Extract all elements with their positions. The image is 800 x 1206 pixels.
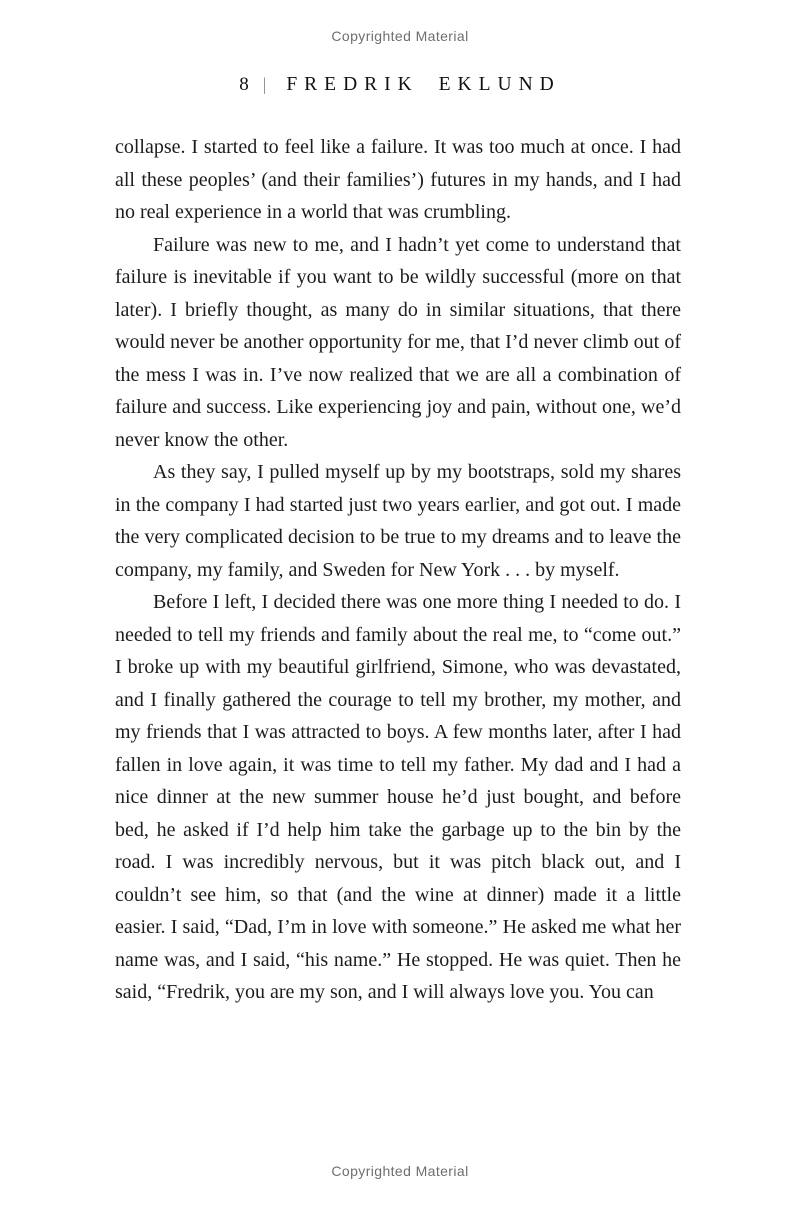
body-text [115,131,681,1009]
paragraph-3: As they say, I pulled myself up by my bootstraps, sold my shares in the company I had started just two years earlier, and got out. I made the very complicated decision to be true to my dreams and to leave the company, my family, and Sweden for New York . . . by myself. [115,461,681,581]
paragraph-4: Before I left, I decided there was one more thing I needed to do. I needed to tell my friends and family about the real me, to “come out.” I broke up with my beautiful girlfriend, Simone, who was devastated, and I finally gathered the courage to tell my brother, my mother, and my friends that I was attracted to boys. A few months later, after I had fallen in love again, it was time to tell my father. My dad and I had a nice dinner at the new summer house he’d just bought, and before bed, he asked if I’d help him take the garbage up to the bin by the road. I was incredibly nervous, but it was pitch black out, and I couldn’t see him, so that (and the wine at dinner) made it a little easier. I said, “Dad, I’m in love with someone.” He asked me what her name was, and I said, “his name.” He stopped. He was quiet. Then he said, “Fredrik, you are my son, and I will always love you. You can [115,591,681,1003]
paragraph-2: Failure was new to me, and I hadn’t yet come to understand that failure is inevitable if you want to be wildly successful (more on that later). I briefly thought, as many do in similar situations, that there would never be another opportunity for me, that I’d never climb out of the mess I was in. I’ve now realized that we are all a combination of failure and success. Like experiencing joy and pain, without one, we’d never know the other. [115,233,681,451]
copyright-notice-bottom: Copyrighted Material [331,1163,469,1179]
header-separator: | [262,74,267,94]
copyright-notice-top: Copyrighted Material [331,28,469,44]
running-head-title: FREDRIK EKLUND [286,74,561,95]
page-number: 8 [239,74,251,95]
page-header [0,74,800,96]
paragraph-1: collapse. I started to feel like a failure. It was too much at once. I had all these peoples’ (and their families’) futures in my hands, and I had no real experience in a world that was crumbling. [115,136,681,223]
